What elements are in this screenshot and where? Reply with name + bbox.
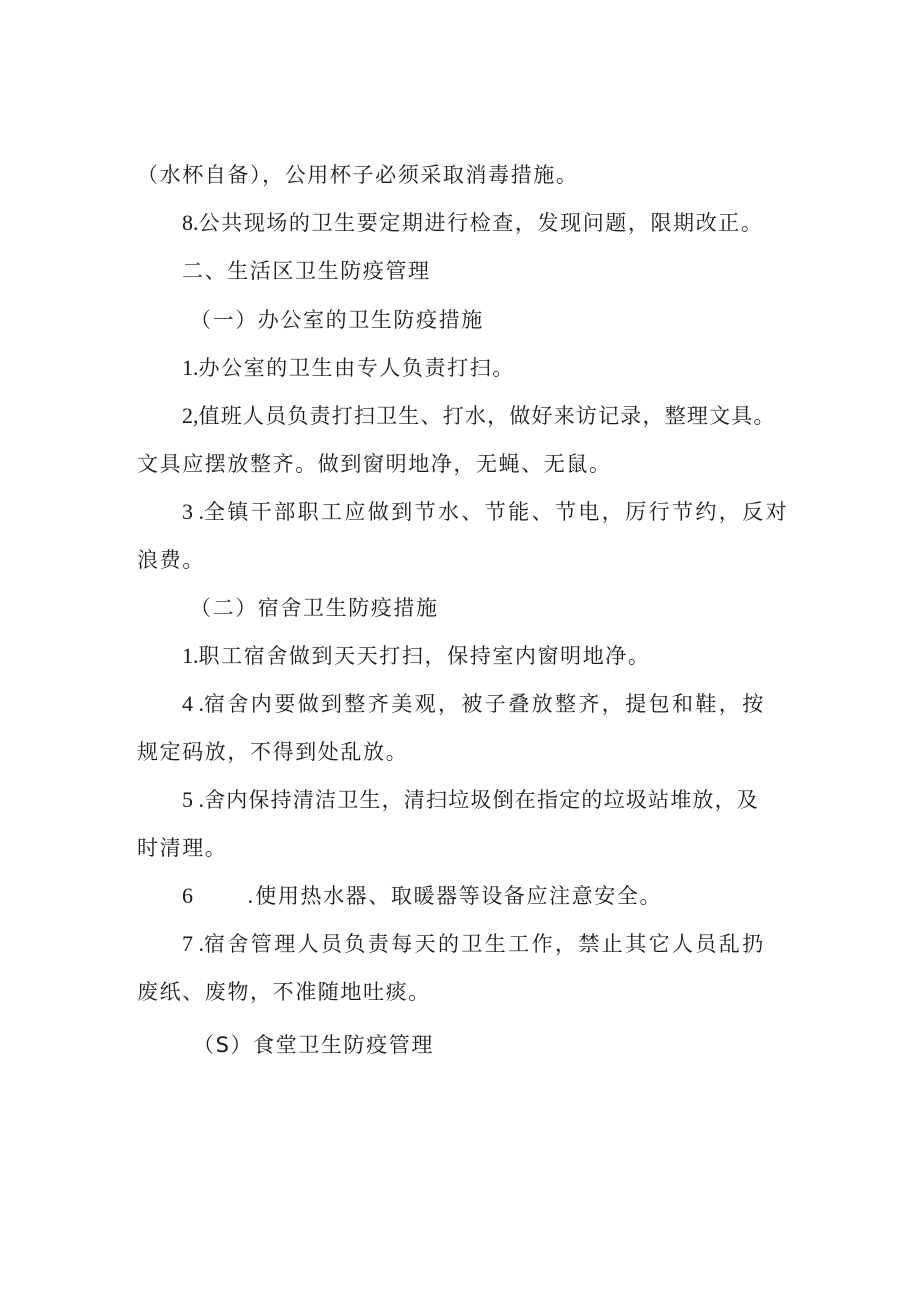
item-text: 办公室的卫生由专人负责打扫。: [198, 356, 515, 380]
item-number: 2,: [182, 403, 199, 428]
item-number: 1.: [182, 355, 199, 380]
item-text: 宿舍管理人员负责每天的卫生工作，禁止其它人员乱扔: [204, 932, 766, 956]
item-7-dorm: [182, 929, 766, 959]
subsection-heading-2: [190, 593, 439, 623]
paragraph-line: [137, 545, 205, 575]
item-number: 5 .: [182, 787, 204, 812]
heading-text: （S）食堂卫生防疫管理: [193, 1033, 434, 1057]
item-text: 舍内保持清洁卫生，清扫垃圾倒在指定的垃圾站堆放，及: [204, 788, 759, 812]
item-number: 8.: [182, 210, 199, 235]
heading-text: （一）办公室的卫生防疫措施: [190, 308, 484, 332]
line-text: 时清理。: [137, 836, 228, 860]
subsection-heading-1: [190, 305, 484, 335]
item-number: 7 .: [182, 931, 204, 956]
subsection-heading-3: [193, 1030, 434, 1060]
heading-text: 二、生活区卫生防疫管理: [182, 259, 431, 283]
item-number: 1.: [182, 643, 199, 668]
item-number: 3 .: [182, 499, 204, 524]
item-text: 职工宿舍做到天天打扫，保持室内窗明地净。: [198, 644, 651, 668]
heading-text: （二）宿舍卫生防疫措施: [190, 596, 439, 620]
line-text: 浪费。: [137, 548, 205, 572]
item-text: .使用热水器、取暖器等设备应注意安全。: [247, 884, 663, 908]
section-heading-2: [182, 256, 431, 286]
item-text: 宿舍内要做到整齐美观，被子叠放整齐，提包和鞋，按: [204, 692, 766, 716]
item-4-dorm: [182, 689, 766, 719]
line-text: 规定码放，不得到处乱放。: [137, 740, 409, 764]
item-3-office: [182, 497, 789, 527]
paragraph-line: [137, 737, 408, 767]
item-text: 公共现场的卫生要定期进行检查，发现问题，限期改正。: [198, 211, 764, 235]
line-text: 废纸、废物，不准随地吐痰。: [137, 980, 431, 1004]
item-number: 4 .: [182, 691, 204, 716]
item-1-office: [182, 353, 515, 383]
item-text: 全镇干部职工应做到节水、节能、节电，厉行节约，反对: [204, 500, 789, 524]
paragraph-line: [137, 160, 579, 190]
paragraph-line: [137, 833, 227, 863]
item-8: [182, 208, 764, 238]
item-5-dorm: [182, 785, 759, 815]
item-6-dorm: [182, 881, 662, 911]
item-number: 6: [182, 883, 193, 908]
line-text: （水杯自备），公用杯子必须采取消毒措施。: [137, 163, 579, 187]
item-2-office: [182, 401, 776, 431]
paragraph-line: [137, 449, 612, 479]
paragraph-line: [137, 977, 431, 1007]
line-text: 文具应摆放整齐。做到窗明地净，无蝇、无鼠。: [137, 452, 612, 476]
item-text: 值班人员负责打扫卫生、打水，做好来访记录，整理文具。: [198, 404, 776, 428]
item-1-dorm: [182, 641, 651, 671]
